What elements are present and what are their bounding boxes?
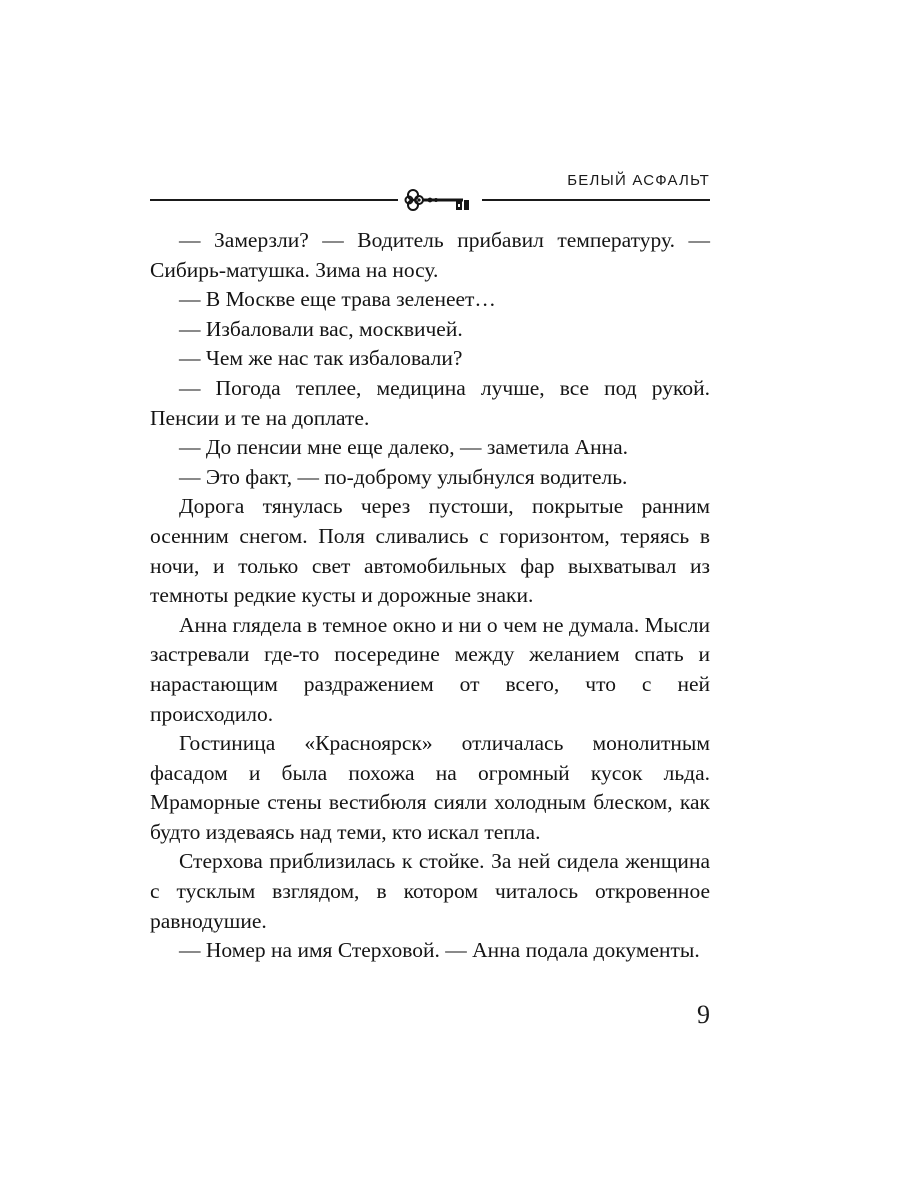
paragraph: Дорога тянулась через пустоши, покрытые ранним осенним снегом. Поля сливались с горизонтом, теряясь в ночи, и только свет автомобильных фар выхватывал из темноты редкие кусты и дорожные знаки. bbox=[150, 494, 710, 608]
paragraph: Гостиница «Красноярск» отличалась монолитным фасадом и была похожа на огромный кусок льда. Мраморные стены вестибюля сияли холодным блеском, как будто издеваясь над теми, кто искал тепла. bbox=[150, 731, 710, 844]
paragraph: — Замерзли? — Водитель прибавил температуру. — Сибирь-матушка. Зима на носу. bbox=[150, 228, 710, 282]
paragraph: Стерхова приблизилась к стойке. За ней сидела женщина с тусклым взглядом, в котором читалось откровенное равнодушие. bbox=[150, 849, 710, 933]
paragraph: — Это факт, — по-доброму улыбнулся водитель. bbox=[179, 464, 628, 489]
key-icon bbox=[398, 186, 482, 214]
running-head: БЕЛЫЙ АСФАЛЬТ bbox=[567, 172, 710, 189]
body-text bbox=[150, 226, 710, 966]
paragraph: Анна глядела в темное окно и ни о чем не думала. Мысли застревали где-то посередине между желанием спать и нарастающим раздражением от всего, что с ней происходило. bbox=[150, 612, 710, 726]
page-number: 9 bbox=[697, 1000, 710, 1029]
paragraph: — Избаловали вас, москвичей. bbox=[179, 316, 463, 341]
paragraph: — До пенсии мне еще далеко, — заметила Анна. bbox=[179, 435, 629, 460]
paragraph: — В Москве еще трава зеленеет… bbox=[179, 287, 496, 312]
paragraph: — Чем же нас так избаловали? bbox=[179, 346, 463, 371]
paragraph: — Номер на имя Стерховой. — Анна подала документы. bbox=[179, 938, 700, 963]
paragraph: — Погода теплее, медицина лучше, все под рукой. Пенсии и те на доплате. bbox=[150, 375, 710, 430]
